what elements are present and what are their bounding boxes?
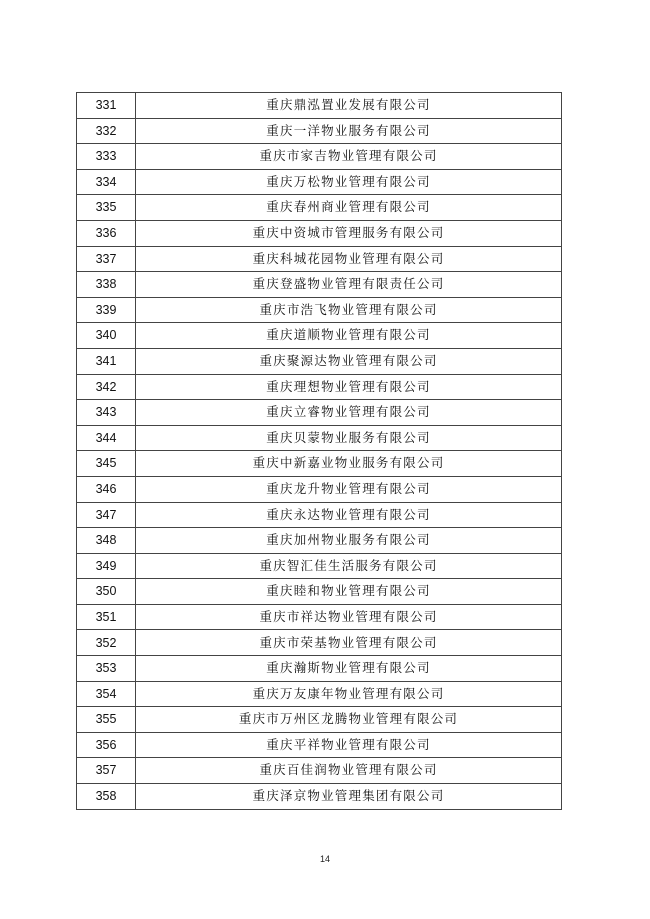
company-name-cell: 重庆理想物业管理有限公司 — [136, 374, 562, 400]
table-row — [77, 118, 562, 144]
table-row — [77, 681, 562, 707]
row-number-cell: 357 — [77, 758, 136, 784]
row-number-cell: 342 — [77, 374, 136, 400]
row-number-cell: 349 — [77, 553, 136, 579]
table-row — [77, 784, 562, 810]
table-row — [77, 272, 562, 298]
company-name-cell: 重庆春州商业管理有限公司 — [136, 195, 562, 221]
row-number-cell: 352 — [77, 630, 136, 656]
company-name-cell: 重庆睦和物业管理有限公司 — [136, 579, 562, 605]
company-name-cell: 重庆道顺物业管理有限公司 — [136, 323, 562, 349]
company-name-cell: 重庆泽京物业管理集团有限公司 — [136, 784, 562, 810]
table-row — [77, 297, 562, 323]
table-row — [77, 425, 562, 451]
company-name-cell: 重庆市祥达物业管理有限公司 — [136, 604, 562, 630]
row-number-cell: 348 — [77, 528, 136, 554]
row-number-cell: 343 — [77, 400, 136, 426]
table-body — [77, 93, 562, 810]
row-number-cell: 358 — [77, 784, 136, 810]
table-row — [77, 707, 562, 733]
company-name-cell: 重庆百佳润物业管理有限公司 — [136, 758, 562, 784]
row-number-cell: 345 — [77, 451, 136, 477]
company-name-cell: 重庆科城花园物业管理有限公司 — [136, 246, 562, 272]
table-row — [77, 169, 562, 195]
company-name-cell: 重庆市万州区龙腾物业管理有限公司 — [136, 707, 562, 733]
row-number-cell: 344 — [77, 425, 136, 451]
table-row — [77, 220, 562, 246]
row-number-cell: 346 — [77, 476, 136, 502]
company-name-cell: 重庆龙升物业管理有限公司 — [136, 476, 562, 502]
table-row — [77, 528, 562, 554]
company-name-cell: 重庆中新嘉业物业服务有限公司 — [136, 451, 562, 477]
table-row — [77, 553, 562, 579]
company-name-cell: 重庆瀚斯物业管理有限公司 — [136, 656, 562, 682]
company-name-cell: 重庆加州物业服务有限公司 — [136, 528, 562, 554]
table-row — [77, 476, 562, 502]
company-name-cell: 重庆市荣基物业管理有限公司 — [136, 630, 562, 656]
table-row — [77, 579, 562, 605]
company-name-cell: 重庆立睿物业管理有限公司 — [136, 400, 562, 426]
company-name-cell: 重庆平祥物业管理有限公司 — [136, 732, 562, 758]
company-list-table — [76, 92, 562, 810]
table-row — [77, 502, 562, 528]
row-number-cell: 334 — [77, 169, 136, 195]
company-name-cell: 重庆智汇佳生活服务有限公司 — [136, 553, 562, 579]
table-row — [77, 758, 562, 784]
table-row — [77, 400, 562, 426]
company-name-cell: 重庆市家吉物业管理有限公司 — [136, 144, 562, 170]
table-row — [77, 630, 562, 656]
table-row — [77, 348, 562, 374]
company-name-cell: 重庆一洋物业服务有限公司 — [136, 118, 562, 144]
company-name-cell: 重庆永达物业管理有限公司 — [136, 502, 562, 528]
row-number-cell: 338 — [77, 272, 136, 298]
table-row — [77, 732, 562, 758]
table-row — [77, 144, 562, 170]
row-number-cell: 353 — [77, 656, 136, 682]
company-name-cell: 重庆贝蒙物业服务有限公司 — [136, 425, 562, 451]
table-row — [77, 246, 562, 272]
table-row — [77, 656, 562, 682]
table-row — [77, 195, 562, 221]
table-row — [77, 374, 562, 400]
row-number-cell: 341 — [77, 348, 136, 374]
row-number-cell: 354 — [77, 681, 136, 707]
company-name-cell: 重庆中资城市管理服务有限公司 — [136, 220, 562, 246]
table-row — [77, 451, 562, 477]
table-row — [77, 604, 562, 630]
table-row — [77, 93, 562, 119]
page-number: 14 — [319, 854, 330, 864]
company-name-cell: 重庆登盛物业管理有限责任公司 — [136, 272, 562, 298]
row-number-cell: 337 — [77, 246, 136, 272]
company-name-cell: 重庆万友康年物业管理有限公司 — [136, 681, 562, 707]
row-number-cell: 332 — [77, 118, 136, 144]
row-number-cell: 347 — [77, 502, 136, 528]
row-number-cell: 355 — [77, 707, 136, 733]
row-number-cell: 340 — [77, 323, 136, 349]
row-number-cell: 336 — [77, 220, 136, 246]
table-row — [77, 323, 562, 349]
row-number-cell: 339 — [77, 297, 136, 323]
company-name-cell: 重庆市浩飞物业管理有限公司 — [136, 297, 562, 323]
row-number-cell: 350 — [77, 579, 136, 605]
company-name-cell: 重庆万松物业管理有限公司 — [136, 169, 562, 195]
row-number-cell: 333 — [77, 144, 136, 170]
row-number-cell: 331 — [77, 93, 136, 119]
row-number-cell: 356 — [77, 732, 136, 758]
row-number-cell: 351 — [77, 604, 136, 630]
company-name-cell: 重庆鼎泓置业发展有限公司 — [136, 93, 562, 119]
company-name-cell: 重庆聚源达物业管理有限公司 — [136, 348, 562, 374]
row-number-cell: 335 — [77, 195, 136, 221]
